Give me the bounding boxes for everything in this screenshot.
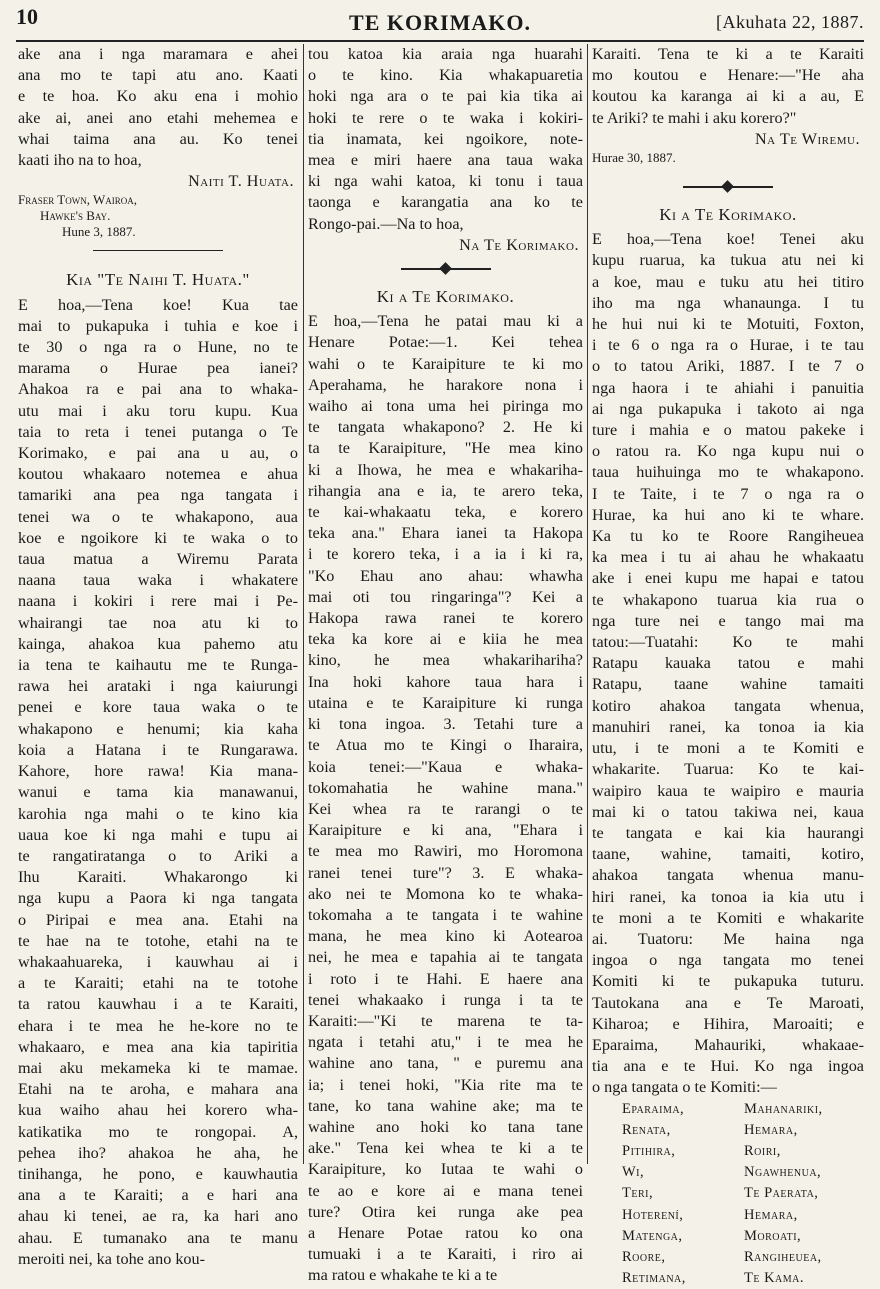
text-line: taua huihuinga mo te whakapono. xyxy=(592,463,864,482)
text-line: Ihu Karaiti. Whakarongo ki xyxy=(18,868,298,887)
text-line: te moni a te Komiti e whakarite xyxy=(592,908,864,927)
text-line: ranei tenei ture"? 3. E whaka- xyxy=(308,863,583,882)
text-line: o Piripai e mea ana. Etahi na xyxy=(18,910,298,929)
text-line: Ka tu ko te Roore Rangiheuea xyxy=(592,527,864,546)
text-line: Karaipiture, ko Iutaa te wahi o xyxy=(308,1160,583,1179)
text-line: te Atua mo te Kingi o Iharaira, xyxy=(308,736,583,755)
text-line: nga haora i te ahiahi i panuitia xyxy=(592,378,864,397)
text-line: ture i mahia e o matou pakeke i xyxy=(592,421,864,440)
committee-member-name: Moroati, xyxy=(744,1227,802,1244)
text-line: tamariki ana pea nga tangata i xyxy=(18,486,298,505)
text-line: I te Taite, i te 7 o nga ra o xyxy=(592,484,864,503)
letter-continuation xyxy=(308,44,583,235)
text-line: a te Karaiti; etahi na te totohe xyxy=(18,974,298,993)
text-line: ta ratou kauwhau i a te Karaiti, xyxy=(18,995,298,1014)
text-line: Kahore, hore rawa! Kia mana- xyxy=(18,762,298,781)
text-line: nei, he mea e tapahia ai te tangata xyxy=(308,948,583,967)
text-line: mai to pukapuka i tuhia e koe i xyxy=(18,316,298,335)
text-line: kotiro ahakoa tangata whenua, xyxy=(592,696,864,715)
text-line: ana a te Karaiti; a e hari ana xyxy=(18,1186,298,1205)
text-line: whai taima ana au. Ko tenei xyxy=(18,129,298,148)
text-line: koia tenei:—"Kaua e whaka- xyxy=(308,757,583,776)
signature: Naiti T. Huata. xyxy=(188,172,294,191)
text-line: hoki nga ara o te pai kia tika ai xyxy=(308,87,583,106)
text-line: wahi o te Karaipiture te ki mo xyxy=(308,354,583,373)
text-line: ana mo te tapi atu ano. Kaati xyxy=(18,66,298,85)
text-line: te tangata whakapono? 2. He ki xyxy=(308,418,583,437)
text-line: rawa hei arataki i nga kaiurungi xyxy=(18,677,298,696)
text-line: E hoa,—Tena he patai mau ki a xyxy=(308,312,583,331)
committee-member-name: Rangiheuea, xyxy=(744,1248,822,1265)
text-line: ia; i tenei hoki, "Kia rite ma te xyxy=(308,1075,583,1094)
committee-member-name: Renata, xyxy=(622,1121,671,1138)
text-line: ai. Tuatoru: Me haina nga xyxy=(592,929,864,948)
text-line: te hae na te totohe, etahi na te xyxy=(18,931,298,950)
column-2 xyxy=(308,44,583,1285)
committee-member-name: Hoterení, xyxy=(622,1206,684,1223)
committee-member-name: Roore, xyxy=(622,1248,666,1265)
text-line: mo koutou e Henare:—"He aha xyxy=(592,66,864,85)
text-line: ai nga pukapuka i takoto ai nga xyxy=(592,399,864,418)
text-line: taane, wahine, tamaiti, kotiro, xyxy=(592,845,864,864)
newspaper-title: TE KORIMAKO. xyxy=(349,10,531,35)
text-line: wahine ano hoki ko tana tane xyxy=(308,1117,583,1136)
letter-heading: Ki a Te Korimako. xyxy=(659,205,797,225)
letter-heading: Kia "Te Naihi T. Huata." xyxy=(66,270,250,290)
committee-member-name: Ngawhenua, xyxy=(744,1164,822,1181)
text-line: te mea mo Rawiri, mo Horomona xyxy=(308,842,583,861)
committee-member-name: Roiri, xyxy=(744,1142,781,1159)
text-line: ako nei te Momona ko te whaka- xyxy=(308,884,583,903)
text-line: Karaiti. Tena te ki a te Karaiti xyxy=(592,45,864,63)
text-line: mai ki o tatou takiwa nei, kaua xyxy=(592,802,864,821)
text-line: koutou whakaaro notemea e ahua xyxy=(18,465,298,484)
letter-date: Hurae 30, 1887. xyxy=(592,150,676,166)
text-line: ma ratou e whakahe te ki a te xyxy=(308,1266,498,1285)
text-line: Tautokana ana e Te Maroati, xyxy=(592,993,864,1012)
signature: Na Te Wiremu. xyxy=(754,129,860,148)
text-line: Hakopa rawa ranei te korero xyxy=(308,609,583,628)
letter-body xyxy=(592,229,864,1098)
text-line: ki tona ingoa. 3. Tetahi ture a xyxy=(308,715,583,734)
text-line: te whakapono tuarua kia rua o xyxy=(592,590,864,609)
text-line: Komiti ki te pukapuka tuturu. xyxy=(592,972,864,991)
text-line: o ratou ra. Ko nga kupu nui o xyxy=(592,442,864,461)
text-line: o te kino. Kia whakapuaretia xyxy=(308,66,583,85)
text-line: E hoa,—Tena koe! Kua tae xyxy=(18,295,298,314)
text-line: ta te Karaipiture, "He mea kino xyxy=(308,439,583,458)
text-line: Korimako, e pai ana u au, o xyxy=(18,444,298,463)
address-line: Fraser Town, Wairoa, xyxy=(18,192,137,208)
text-line: tinihanga, he pono, e kauwhautia xyxy=(18,1164,298,1183)
text-line: Kiharoa; e Hihira, Maroaiti; e xyxy=(592,1014,864,1033)
text-line: Hurae, ka hui ano ki te whare. xyxy=(592,505,864,524)
text-line: hoki te rere o te waka i kokiri- xyxy=(308,108,583,127)
text-line: ia tena te kaihautu me te Runga- xyxy=(18,656,298,675)
letter-continuation xyxy=(18,44,298,171)
text-line: wanui e tama kia manawanui, xyxy=(18,783,298,802)
letter-continuation xyxy=(592,44,864,129)
text-line: Eparaima, Mahauriki, whakaae- xyxy=(592,1035,864,1054)
text-line: taua matua a Wiremu Parata xyxy=(18,550,298,569)
section-rule xyxy=(93,250,223,251)
column-3 xyxy=(592,44,864,1287)
text-line: mea e miri haere ana taua waka xyxy=(308,151,583,170)
text-line: kaati iho na to hoa, xyxy=(18,151,142,170)
text-line: o to tatou Ariki, 1887. I te 7 o xyxy=(592,357,864,376)
text-line: ki a Ihowa, he mea e whakariha- xyxy=(308,460,583,479)
text-line: tia inamata, kei ngoikore, note- xyxy=(308,129,583,148)
section-ornament xyxy=(683,180,773,194)
text-line: whairangi tae noa atu ki to xyxy=(18,613,298,632)
committee-member-name: Retimana, xyxy=(622,1270,686,1287)
text-line: ahau. E tumanako ana te manu xyxy=(18,1228,298,1247)
text-line: mana, he mea kino ki Aotearoa xyxy=(308,927,583,946)
committee-member-name: Te Paerata, xyxy=(744,1185,819,1202)
text-line: manuhiri ranei, ka tonoa ia kia xyxy=(592,717,864,736)
text-line: koia a Hatana i te Rungarawa. xyxy=(18,740,298,759)
committee-member-name: Teri, xyxy=(622,1185,654,1202)
text-line: taia to reta i tenei putanga o Te xyxy=(18,422,298,441)
committee-member-name: Wi, xyxy=(622,1164,645,1181)
text-line: utaina e te Karaipiture ki runga xyxy=(308,693,583,712)
text-line: te tangata e kai kia haurangi xyxy=(592,823,864,842)
text-line: mai oti tou ringaringa"? Kei a xyxy=(308,587,583,606)
text-line: tane, ko tana wahine ake; ma te xyxy=(308,1096,583,1115)
text-line: o nga tangata o te Komiti:— xyxy=(592,1078,777,1097)
text-line: kino, he mea whakarihariha? xyxy=(308,651,583,670)
text-line: penei e kore taua waka o te xyxy=(18,698,298,717)
address-line: Hawke's Bay. xyxy=(40,208,111,224)
text-line: Ratapu kauaka tatou e mahi xyxy=(592,654,864,673)
text-line: katikatika mo te rongopai. A, xyxy=(18,1122,298,1141)
text-line: tatou:—Tuatahi: Ko te mahi xyxy=(592,633,864,652)
text-line: teka ka kore ai e kiia he mea xyxy=(308,630,583,649)
committee-member-name: Hemara, xyxy=(744,1121,798,1138)
text-line: uaua koe ki nga mahi e tupu ai xyxy=(18,825,298,844)
text-line: e te hoa. Ko aku ena i mohio xyxy=(18,87,298,106)
text-line: waiho ai tona uma hei piringa mo xyxy=(308,397,583,416)
text-line: ake ai, anei ano etahi mehemea e xyxy=(18,108,298,127)
text-line: taonga e karangatia ana ko te xyxy=(308,193,583,212)
text-line: ehara i te mea he he-kore no te xyxy=(18,1016,298,1035)
column-1 xyxy=(18,44,298,1268)
committee-member-name: Te Kama. xyxy=(744,1270,805,1287)
committee-member-name: Pitihira, xyxy=(622,1142,676,1159)
text-line: Rongo-pai.—Na to hoa, xyxy=(308,214,464,233)
text-line: ake ana i nga maramara e ahei xyxy=(18,45,298,63)
text-line: ake i enei kupu me hapai e tatou xyxy=(592,569,864,588)
committee-member-name: Mahanariki, xyxy=(744,1100,823,1117)
text-line: Karaipiture e ki ana, "Ehara i xyxy=(308,821,583,840)
text-line: wahine ano tana, " e puremu ana xyxy=(308,1054,583,1073)
text-line: iho ma nga whanaunga. I tu xyxy=(592,293,864,312)
signature: Na Te Korimako. xyxy=(459,235,579,254)
letter-heading: Ki a Te Korimako. xyxy=(376,287,515,307)
text-line: whakaahuareka, i kauwhau ai i xyxy=(18,952,298,971)
text-line: Etahi na te aroha, e mahara ana xyxy=(18,1080,298,1099)
text-line: tia ana e te Hui. Ko nga ingoa xyxy=(592,1057,864,1076)
text-line: ahakoa tangata whenua manu- xyxy=(592,866,864,885)
letter-body xyxy=(18,295,298,1270)
address-line: Hune 3, 1887. xyxy=(62,224,136,240)
text-line: Ahakoa ra e pai ana to whaka- xyxy=(18,380,298,399)
text-line: te ao e kore ai e mana tenei xyxy=(308,1181,583,1200)
text-line: ngata i tetahi atu," i te mea he xyxy=(308,1033,583,1052)
text-line: tumuaki i a te Karaiti, i riro ai xyxy=(308,1245,583,1264)
text-line: te rangatiratanga o to Ariki a xyxy=(18,846,298,865)
text-line: tenei whakaako i runga i ta te xyxy=(308,990,583,1009)
text-line: whakaaro, e mea ana kia tapiritia xyxy=(18,1037,298,1056)
text-line: teka ana." Ehara ianei ta Hakopa xyxy=(308,524,583,543)
text-line: hiri ranei, ka tonoa ia kia utu i xyxy=(592,887,864,906)
text-line: ki nga wahi katoa, ki tonu i taua xyxy=(308,172,583,191)
text-line: meroiti nei, ka tohe ano kou- xyxy=(18,1249,206,1268)
text-line: he hui nui ki te Motuiti, Foxton, xyxy=(592,315,864,334)
text-line: i te 6 o nga ra o Hurae, i te tau xyxy=(592,336,864,355)
text-line: ingoa o nga tangata mo tenei xyxy=(592,951,864,970)
issue-date: [Akuhata 22, 1887. xyxy=(716,12,864,32)
text-line: Karaiti:—"Ki te marena te ta- xyxy=(308,1011,583,1030)
text-line: waipiro kaua te waipiro e mauria xyxy=(592,781,864,800)
page-header xyxy=(16,4,864,42)
text-line: a koe, mau e tuku atu hei titiro xyxy=(592,272,864,291)
committee-names xyxy=(592,1099,864,1289)
column-divider xyxy=(587,44,588,1164)
text-line: ahau ki tenei, ae ra, ka hari ano xyxy=(18,1207,298,1226)
text-line: pehea iho? ahakoa he aha, he xyxy=(18,1143,298,1162)
text-line: Ina hoki kahore taua hara i xyxy=(308,672,583,691)
text-line: nga ture nei e tango mai ma xyxy=(592,611,864,630)
text-line: tokomahatia he wahine mana." xyxy=(308,778,583,797)
text-line: whakapono e henumi; kia kaha xyxy=(18,719,298,738)
text-line: Aperahama, he harakore nona i xyxy=(308,375,583,394)
text-line: ake." Tena kei whea te ki a te xyxy=(308,1139,583,1158)
text-line: kainga, ahakoa kua pahemo atu xyxy=(18,634,298,653)
text-line: utu mai i aku toru kupu. Kua xyxy=(18,401,298,420)
text-line: te Ariki? te mahi i aku korero?" xyxy=(592,108,797,127)
committee-member-name: Hemara, xyxy=(744,1206,798,1223)
committee-member-name: Eparaima, xyxy=(622,1100,685,1117)
text-line: Kei whea ra te rarangi o te xyxy=(308,799,583,818)
text-line: whakarite. Tuarua: Ko te kai- xyxy=(592,760,864,779)
text-line: nga kupu a Paora ki nga tangata xyxy=(18,889,298,908)
sender-address xyxy=(18,192,298,240)
text-line: karohia nga mahi o te kino kia xyxy=(18,804,298,823)
committee-member-name: Matenga, xyxy=(622,1227,683,1244)
text-line: i roto i te Hahi. E haere ana xyxy=(308,969,583,988)
text-line: rihangia ana e ia, te arero teka, xyxy=(308,481,583,500)
text-line: naana i kokiri i rere mai i Pe- xyxy=(18,592,298,611)
text-line: marama o Hurae pea ianei? xyxy=(18,359,298,378)
text-line: a Henare Potae ratou ko ona xyxy=(308,1223,583,1242)
text-line: "Ko Ehau ano ahau: whawha xyxy=(308,566,583,585)
page-number: 10 xyxy=(16,4,38,29)
text-line: tokomaha a te tangata i te wahine xyxy=(308,905,583,924)
text-line: naana taua waka i whakatere xyxy=(18,571,298,590)
text-line: ka mea i tu ai ahau he whakaatu xyxy=(592,548,864,567)
section-ornament xyxy=(401,262,491,276)
text-line: kua waiho ahau hei korero wha- xyxy=(18,1101,298,1120)
column-divider xyxy=(303,44,304,1164)
text-line: tou katoa kia araia nga huarahi xyxy=(308,45,583,63)
letter-body xyxy=(308,311,583,1286)
text-line: utu, i te moni a te Komiti e xyxy=(592,739,864,758)
text-line: Henare Potae:—1. Kei tehea xyxy=(308,333,583,352)
text-line: kupu ruarua, ka tukua atu nei ki xyxy=(592,251,864,270)
text-line: mai aku mekameka ki te mamae. xyxy=(18,1058,298,1077)
text-line: E hoa,—Tena koe! Tenei aku xyxy=(592,230,864,249)
text-line: te 30 o nga ra o Hune, no te xyxy=(18,338,298,357)
text-line: tenei wa o te whakapono, aua xyxy=(18,507,298,526)
text-line: ture? Otira kei runga ake pea xyxy=(308,1202,583,1221)
text-line: koe e ngoikore ki te waka o to xyxy=(18,528,298,547)
text-line: Ratapu, taane wahine tamaiti xyxy=(592,675,864,694)
text-line: te kai-whakaatu teka, e korero xyxy=(308,503,583,522)
text-line: koutou ka karanga ai ki a au, E xyxy=(592,87,864,106)
text-line: i te korero teka, i a ia i ki ra, xyxy=(308,545,583,564)
